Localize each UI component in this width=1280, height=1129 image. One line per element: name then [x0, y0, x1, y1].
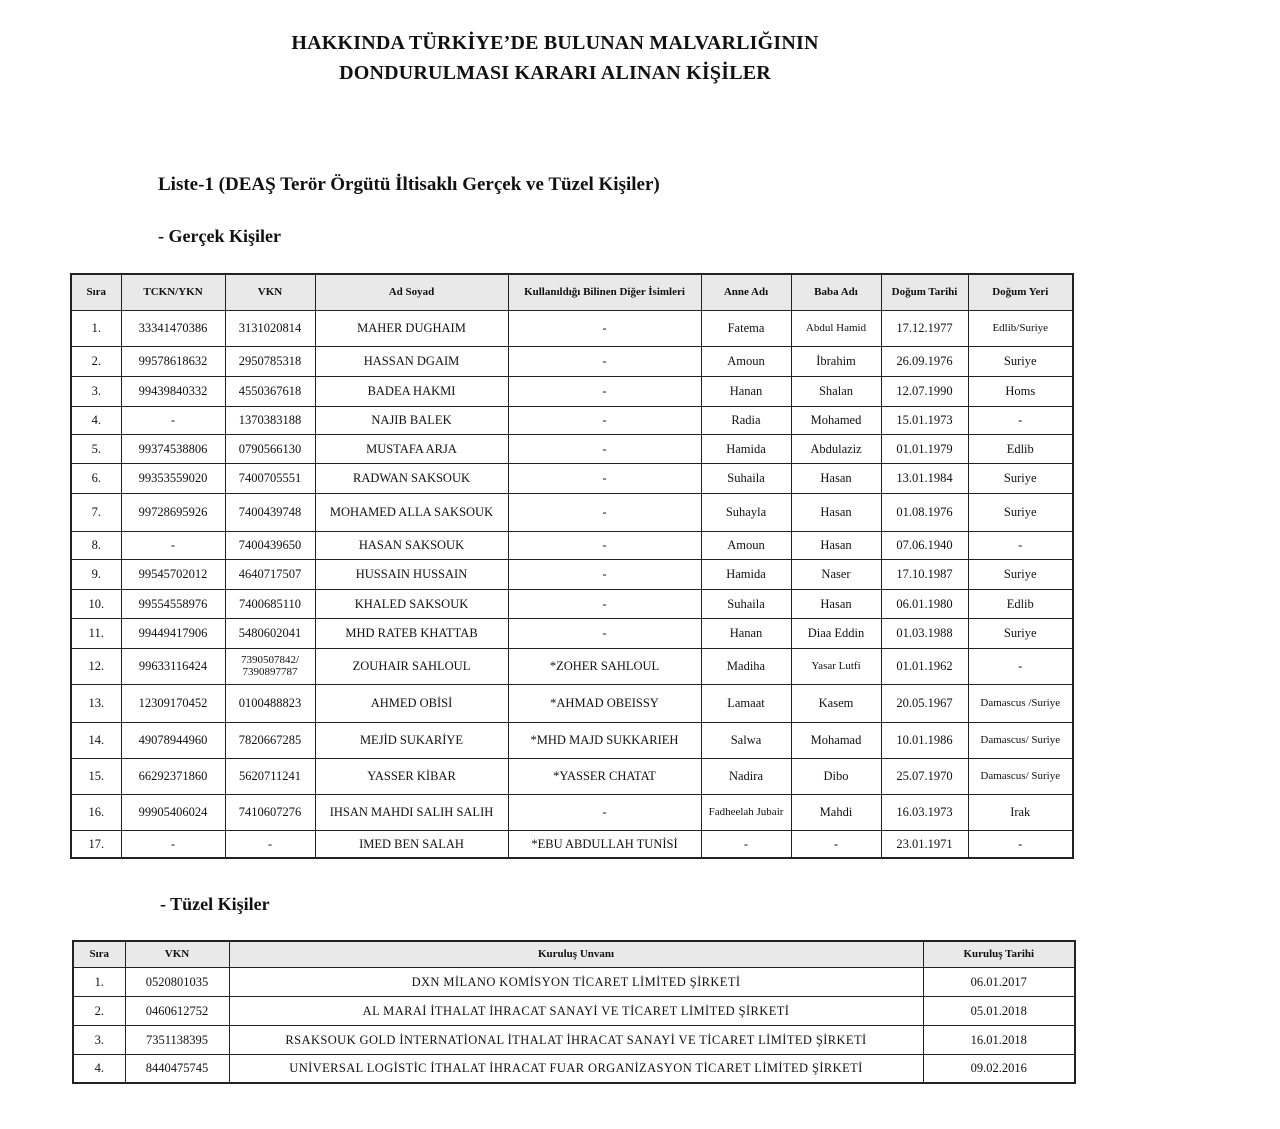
table-row — [73, 967, 1075, 996]
cell-name: KHALED SAKSOUK — [315, 589, 508, 618]
table-row — [71, 406, 1073, 434]
document-title — [0, 28, 1110, 88]
table-row — [71, 310, 1073, 346]
cell-title: AL MARAİ İTHALAT İHRACAT SANAYİ VE TİCARET LİMİTED ŞİRKETİ — [229, 996, 923, 1025]
cell-name: MHD RATEB KHATTAB — [315, 618, 508, 648]
cell-birth-date: 06.01.1980 — [881, 589, 968, 618]
cell-aliases: - — [508, 463, 701, 493]
table-row — [71, 830, 1073, 858]
cell-vkn: 7410607276 — [225, 794, 315, 830]
table-row — [71, 531, 1073, 559]
cell-mother: Suhaila — [701, 589, 791, 618]
cell-tckn: - — [121, 830, 225, 858]
cell-father: Hasan — [791, 493, 881, 531]
cell-tckn: - — [121, 531, 225, 559]
header-no: Sıra — [73, 941, 125, 967]
table-row — [71, 722, 1073, 758]
cell-tckn: 66292371860 — [121, 758, 225, 794]
cell-birth-date: 16.03.1973 — [881, 794, 968, 830]
cell-name: HASAN SAKSOUK — [315, 531, 508, 559]
cell-no: 1. — [71, 310, 121, 346]
cell-father: Dibo — [791, 758, 881, 794]
cell-no: 6. — [71, 463, 121, 493]
cell-founded: 16.01.2018 — [923, 1025, 1075, 1054]
table-row — [73, 996, 1075, 1025]
cell-birth-place: - — [968, 406, 1073, 434]
cell-birth-date: 01.08.1976 — [881, 493, 968, 531]
cell-birth-date: 26.09.1976 — [881, 346, 968, 376]
table-row — [71, 794, 1073, 830]
cell-mother: Hamida — [701, 559, 791, 589]
cell-birth-date: 01.01.1962 — [881, 648, 968, 684]
cell-mother: - — [701, 830, 791, 858]
cell-aliases: *YASSER CHATAT — [508, 758, 701, 794]
cell-no: 14. — [71, 722, 121, 758]
cell-vkn: 7820667285 — [225, 722, 315, 758]
table-row — [71, 758, 1073, 794]
cell-aliases: - — [508, 434, 701, 463]
cell-birth-place: Suriye — [968, 493, 1073, 531]
legal-entities-heading: - Tüzel Kişiler — [160, 894, 270, 914]
cell-father: Shalan — [791, 376, 881, 406]
cell-father: Mohamad — [791, 722, 881, 758]
cell-aliases: *AHMAD OBEISSY — [508, 684, 701, 722]
cell-no: 3. — [71, 376, 121, 406]
cell-birth-place: Edlib/Suriye — [968, 310, 1073, 346]
cell-mother: Amoun — [701, 346, 791, 376]
cell-vkn: 0100488823 — [225, 684, 315, 722]
cell-name: YASSER KİBAR — [315, 758, 508, 794]
cell-tckn: 99905406024 — [121, 794, 225, 830]
cell-tckn: 33341470386 — [121, 310, 225, 346]
cell-vkn: 5620711241 — [225, 758, 315, 794]
cell-name: BADEA HAKMI — [315, 376, 508, 406]
cell-father: Diaa Eddin — [791, 618, 881, 648]
cell-vkn: 3131020814 — [225, 310, 315, 346]
cell-name: RADWAN SAKSOUK — [315, 463, 508, 493]
cell-birth-place: - — [968, 830, 1073, 858]
cell-vkn: 0520801035 — [125, 967, 229, 996]
header-father: Baba Adı — [791, 274, 881, 310]
cell-vkn: 7400439650 — [225, 531, 315, 559]
cell-mother: Suhayla — [701, 493, 791, 531]
cell-father: İbrahim — [791, 346, 881, 376]
cell-father: Hasan — [791, 463, 881, 493]
cell-tckn: 99449417906 — [121, 618, 225, 648]
cell-tckn: 99578618632 — [121, 346, 225, 376]
cell-aliases: - — [508, 559, 701, 589]
table-row — [71, 463, 1073, 493]
header-mother: Anne Adı — [701, 274, 791, 310]
cell-mother: Lamaat — [701, 684, 791, 722]
cell-birth-place: Suriye — [968, 346, 1073, 376]
cell-vkn: 1370383188 — [225, 406, 315, 434]
cell-tckn: 99374538806 — [121, 434, 225, 463]
cell-birth-date: 17.10.1987 — [881, 559, 968, 589]
cell-no: 11. — [71, 618, 121, 648]
cell-birth-date: 15.01.1973 — [881, 406, 968, 434]
cell-name: MUSTAFA ARJA — [315, 434, 508, 463]
title-line-1: HAKKINDA TÜRKİYE’DE BULUNAN MALVARLIĞININ — [291, 32, 819, 54]
cell-birth-date: 01.03.1988 — [881, 618, 968, 648]
cell-tckn: 12309170452 — [121, 684, 225, 722]
header-birth-date: Doğum Tarihi — [881, 274, 968, 310]
cell-birth-date: 23.01.1971 — [881, 830, 968, 858]
cell-birth-date: 07.06.1940 — [881, 531, 968, 559]
cell-birth-date: 13.01.1984 — [881, 463, 968, 493]
table-row — [71, 618, 1073, 648]
cell-birth-place: Damascus/ Suriye — [968, 758, 1073, 794]
header-no: Sıra — [71, 274, 121, 310]
cell-vkn: 8440475745 — [125, 1054, 229, 1083]
header-title: Kuruluş Unvanı — [229, 941, 923, 967]
title-line-2: DONDURULMASI KARARI ALINAN KİŞİLER — [339, 62, 771, 84]
cell-tckn: 99633116424 — [121, 648, 225, 684]
table-row — [71, 493, 1073, 531]
cell-title: UNİVERSAL LOGİSTİC İTHALAT İHRACAT FUAR ORGANİZASYON TİCARET LİMİTED ŞİRKETİ — [229, 1054, 923, 1083]
cell-no: 15. — [71, 758, 121, 794]
cell-no: 8. — [71, 531, 121, 559]
table-row — [71, 434, 1073, 463]
cell-mother: Fatema — [701, 310, 791, 346]
cell-name: IHSAN MAHDI SALIH SALIH — [315, 794, 508, 830]
cell-tckn: 99353559020 — [121, 463, 225, 493]
cell-no: 4. — [73, 1054, 125, 1083]
cell-father: Kasem — [791, 684, 881, 722]
header-name: Ad Soyad — [315, 274, 508, 310]
cell-mother: Madiha — [701, 648, 791, 684]
header-tckn: TCKN/YKN — [121, 274, 225, 310]
cell-vkn: 4550367618 — [225, 376, 315, 406]
cell-no: 10. — [71, 589, 121, 618]
cell-father: - — [791, 830, 881, 858]
cell-birth-place: Suriye — [968, 559, 1073, 589]
cell-aliases: - — [508, 376, 701, 406]
cell-vkn: 4640717507 — [225, 559, 315, 589]
cell-mother: Hanan — [701, 376, 791, 406]
table-row — [73, 1054, 1075, 1083]
cell-aliases: *EBU ABDULLAH TUNİSİ — [508, 830, 701, 858]
cell-father: Mohamed — [791, 406, 881, 434]
cell-mother: Hamida — [701, 434, 791, 463]
cell-vkn: 0790566130 — [225, 434, 315, 463]
cell-name: IMED BEN SALAH — [315, 830, 508, 858]
cell-birth-date: 01.01.1979 — [881, 434, 968, 463]
cell-tckn: - — [121, 406, 225, 434]
cell-name: HUSSAIN HUSSAIN — [315, 559, 508, 589]
header-vkn: VKN — [125, 941, 229, 967]
cell-no: 4. — [71, 406, 121, 434]
cell-name: MOHAMED ALLA SAKSOUK — [315, 493, 508, 531]
cell-birth-place: Edlib — [968, 589, 1073, 618]
cell-tckn: 49078944960 — [121, 722, 225, 758]
cell-aliases: - — [508, 531, 701, 559]
cell-birth-place: - — [968, 648, 1073, 684]
cell-birth-place: Homs — [968, 376, 1073, 406]
cell-father: Yasar Lutfi — [791, 648, 881, 684]
cell-birth-place: Edlib — [968, 434, 1073, 463]
cell-no: 9. — [71, 559, 121, 589]
cell-name: MEJİD SUKARİYE — [315, 722, 508, 758]
list-heading: Liste-1 (DEAŞ Terör Örgütü İltisaklı Gerçek ve Tüzel Kişiler) — [158, 174, 660, 195]
cell-birth-place: - — [968, 531, 1073, 559]
cell-no: 16. — [71, 794, 121, 830]
cell-no: 7. — [71, 493, 121, 531]
cell-birth-place: Irak — [968, 794, 1073, 830]
cell-aliases: *ZOHER SAHLOUL — [508, 648, 701, 684]
cell-father: Abdul Hamid — [791, 310, 881, 346]
table-header-row — [71, 274, 1073, 310]
cell-father: Mahdi — [791, 794, 881, 830]
cell-mother: Radia — [701, 406, 791, 434]
cell-mother: Nadira — [701, 758, 791, 794]
cell-birth-place: Damascus /Suriye — [968, 684, 1073, 722]
cell-no: 3. — [73, 1025, 125, 1054]
real-persons-table — [70, 273, 1074, 859]
cell-tckn: 99545702012 — [121, 559, 225, 589]
cell-name: MAHER DUGHAIM — [315, 310, 508, 346]
table-header-row — [73, 941, 1075, 967]
cell-birth-date: 12.07.1990 — [881, 376, 968, 406]
cell-founded: 09.02.2016 — [923, 1054, 1075, 1083]
real-persons-heading: - Gerçek Kişiler — [158, 226, 281, 246]
cell-father: Abdulaziz — [791, 434, 881, 463]
cell-father: Hasan — [791, 531, 881, 559]
cell-birth-date: 25.07.1970 — [881, 758, 968, 794]
cell-title: RSAKSOUK GOLD İNTERNATİONAL İTHALAT İHRACAT SANAYİ VE TİCARET LİMİTED ŞİRKETİ — [229, 1025, 923, 1054]
cell-name: ZOUHAIR SAHLOUL — [315, 648, 508, 684]
cell-birth-date: 10.01.1986 — [881, 722, 968, 758]
cell-founded: 05.01.2018 — [923, 996, 1075, 1025]
cell-vkn: - — [225, 830, 315, 858]
header-aliases: Kullanıldığı Bilinen Diğer İsimleri — [508, 274, 701, 310]
cell-aliases: *MHD MAJD SUKKARIEH — [508, 722, 701, 758]
cell-no: 1. — [73, 967, 125, 996]
table-row — [71, 648, 1073, 684]
cell-aliases: - — [508, 346, 701, 376]
cell-no: 2. — [71, 346, 121, 376]
header-birth-place: Doğum Yeri — [968, 274, 1073, 310]
cell-tckn: 99439840332 — [121, 376, 225, 406]
cell-vkn: 7400685110 — [225, 589, 315, 618]
cell-mother: Hanan — [701, 618, 791, 648]
cell-vkn: 7351138395 — [125, 1025, 229, 1054]
cell-aliases: - — [508, 589, 701, 618]
cell-no: 5. — [71, 434, 121, 463]
cell-father: Naser — [791, 559, 881, 589]
cell-name: HASSAN DGAIM — [315, 346, 508, 376]
cell-birth-place: Suriye — [968, 463, 1073, 493]
cell-no: 17. — [71, 830, 121, 858]
cell-name: AHMED OBİSİ — [315, 684, 508, 722]
cell-vkn: 5480602041 — [225, 618, 315, 648]
cell-vkn: 7400439748 — [225, 493, 315, 531]
cell-no: 12. — [71, 648, 121, 684]
table-row — [71, 376, 1073, 406]
cell-birth-date: 20.05.1967 — [881, 684, 968, 722]
cell-aliases: - — [508, 406, 701, 434]
table-row — [71, 684, 1073, 722]
cell-name: NAJIB BALEK — [315, 406, 508, 434]
cell-vkn: 7400705551 — [225, 463, 315, 493]
table-row — [71, 346, 1073, 376]
cell-mother: Fadheelah Jubair — [701, 794, 791, 830]
cell-mother: Suhaila — [701, 463, 791, 493]
cell-mother: Salwa — [701, 722, 791, 758]
header-founded: Kuruluş Tarihi — [923, 941, 1075, 967]
cell-birth-date: 17.12.1977 — [881, 310, 968, 346]
cell-vkn: 2950785318 — [225, 346, 315, 376]
cell-vkn: 7390507842/ 7390897787 — [225, 648, 315, 684]
cell-vkn: 0460612752 — [125, 996, 229, 1025]
cell-tckn: 99728695926 — [121, 493, 225, 531]
cell-birth-place: Damascus/ Suriye — [968, 722, 1073, 758]
cell-title: DXN MİLANO KOMİSYON TİCARET LİMİTED ŞİRKETİ — [229, 967, 923, 996]
cell-no: 2. — [73, 996, 125, 1025]
table-row — [73, 1025, 1075, 1054]
legal-entities-table — [72, 940, 1076, 1084]
cell-aliases: - — [508, 310, 701, 346]
table-row — [71, 559, 1073, 589]
cell-founded: 06.01.2017 — [923, 967, 1075, 996]
cell-mother: Amoun — [701, 531, 791, 559]
table-row — [71, 589, 1073, 618]
cell-no: 13. — [71, 684, 121, 722]
cell-aliases: - — [508, 618, 701, 648]
cell-father: Hasan — [791, 589, 881, 618]
cell-aliases: - — [508, 794, 701, 830]
header-vkn: VKN — [225, 274, 315, 310]
cell-tckn: 99554558976 — [121, 589, 225, 618]
cell-aliases: - — [508, 493, 701, 531]
cell-birth-place: Suriye — [968, 618, 1073, 648]
